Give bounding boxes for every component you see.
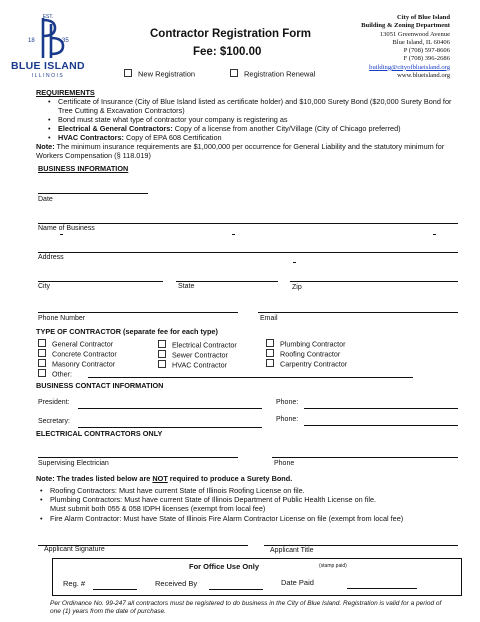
trade-exemption-subline — [50, 504, 460, 513]
trade-text: Roofing Contractors: Must have current State of Illinois Roofing License on file. — [50, 486, 305, 495]
surety-bond-note — [36, 474, 292, 483]
logo-year-right: 35 — [62, 38, 69, 44]
reg-number-field[interactable] — [93, 589, 137, 590]
address-label: Address — [38, 254, 64, 261]
business-name-label: Name of Business — [38, 225, 95, 232]
phone-number-label: Phone Number — [38, 315, 86, 322]
trade-text: Fire Alarm Contractor: Must have State of Illinois Fire Alarm Contractor License on file (exempt from local fee) — [50, 514, 404, 523]
address-citystate: Blue Island, IL 60406 — [392, 38, 450, 46]
field-mark — [433, 234, 436, 235]
option-label: Concrete Contractor — [52, 349, 117, 359]
contractor-option-roofing[interactable] — [266, 349, 340, 359]
office-use-box — [52, 558, 462, 596]
city-field[interactable] — [38, 281, 163, 282]
trade-exemption-item: • Roofing Contractors: Must have current State of Illinois Roofing License on file. — [40, 486, 305, 495]
option-label: Other: — [52, 369, 72, 379]
new-registration-label: New Registration — [138, 69, 196, 79]
requirement-item: • Certificate of Insurance (City of Blue Island listed as certificate holder) and $10,000 Surety Bond ($20,000 Surety Bond for Tree Cutting & Excavation Contractors) — [48, 97, 452, 115]
new-registration-checkbox[interactable] — [124, 69, 132, 77]
requirement-text: Bond must state what type of contractor your company is registering as — [58, 115, 288, 124]
insurance-note — [36, 142, 456, 160]
note-text: The minimum insurance requirements are $1,000,000 per occurrence for General Liability and the statutory minimum for Workers Compensation (§ 118.019) — [36, 142, 445, 161]
blue-island-emblem-icon — [8, 14, 88, 60]
email-field[interactable] — [258, 312, 458, 313]
date-paid-label: Date Paid — [281, 578, 314, 587]
address-street: 13051 Greenwood Avenue — [379, 30, 450, 38]
address-field[interactable] — [38, 252, 458, 253]
contractor-option-general[interactable] — [38, 339, 113, 349]
contractor-option-other[interactable] — [38, 369, 72, 379]
secretary-field[interactable] — [78, 427, 262, 428]
field-mark — [232, 234, 235, 235]
requirement-text: Certificate of Insurance (City of Blue Island listed as certificate holder) and $10,000 Surety Bond ($20,000 Surety Bond for Tree Cutting & Excavation Contractors) — [58, 97, 452, 115]
contractor-option-sewer[interactable] — [158, 350, 228, 360]
new-registration-option[interactable] — [124, 69, 195, 79]
note-not: NOT — [152, 474, 168, 483]
electrical-heading: ELECTRICAL CONTRACTORS ONLY — [36, 429, 163, 438]
business-contact-heading: BUSINESS CONTACT INFORMATION — [36, 381, 164, 390]
checkbox[interactable] — [38, 369, 46, 377]
applicant-title-label: Applicant Title — [270, 547, 314, 554]
checkbox[interactable] — [266, 349, 274, 357]
field-mark — [293, 262, 296, 263]
checkbox[interactable] — [158, 340, 166, 348]
note-label: Note: — [36, 142, 55, 151]
business-info-heading: BUSINESS INFORMATION — [38, 164, 129, 173]
stamp-paid-label: (stamp paid) — [319, 563, 347, 569]
business-name-field[interactable] — [38, 223, 458, 224]
date-field[interactable] — [38, 193, 148, 194]
ordinance-footer: Per Ordinance No. 99-247 all contractors must be registered to do business in the City of Blue Island. Registration is valid for a period of one (1) years from the date of purchase. — [50, 600, 442, 615]
received-by-label: Received By — [155, 579, 198, 588]
contractor-option-carpentry[interactable] — [266, 359, 347, 369]
address-fax: F (708) 396-2686 — [403, 55, 450, 63]
checkbox[interactable] — [38, 359, 46, 367]
president-phone-label: Phone: — [276, 399, 299, 406]
form-fee: Fee: $100.00 — [193, 46, 262, 58]
city-logo — [8, 14, 88, 84]
requirements-heading: REQUIREMENTS — [36, 88, 95, 97]
requirement-text: Copy of EPA 608 Certification — [123, 133, 222, 142]
state-field[interactable] — [176, 281, 278, 282]
option-label: Carpentry Contractor — [280, 359, 348, 369]
department-address — [310, 14, 450, 80]
option-label: Sewer Contractor — [172, 350, 228, 360]
checkbox[interactable] — [38, 349, 46, 357]
date-paid-field[interactable] — [347, 588, 417, 589]
option-label: HVAC Contractor — [172, 360, 227, 370]
requirement-item: • Bond must state what type of contractor your company is registering as — [48, 115, 288, 124]
logo-name: BLUE ISLAND — [11, 60, 85, 72]
option-label: Roofing Contractor — [280, 349, 341, 359]
address-city: City of Blue Island — [397, 14, 450, 21]
reg-number-label: Reg. # — [63, 579, 86, 588]
renewal-checkbox[interactable] — [230, 69, 238, 77]
electrician-phone-field[interactable] — [272, 457, 458, 458]
option-label: Masonry Contractor — [52, 359, 116, 369]
checkbox[interactable] — [158, 350, 166, 358]
option-label: Plumbing Contractor — [280, 339, 346, 349]
secretary-phone-field[interactable] — [304, 425, 458, 426]
contractor-type-heading: TYPE OF CONTRACTOR (separate fee for each type) — [36, 327, 218, 336]
city-label: City — [38, 283, 51, 290]
contractor-option-plumbing[interactable] — [266, 339, 346, 349]
secretary-phone-label: Phone: — [276, 416, 299, 423]
president-field[interactable] — [78, 408, 262, 409]
logo-year-left: 18 — [28, 38, 35, 44]
contractor-option-hvac[interactable] — [158, 360, 227, 370]
renewal-option[interactable] — [230, 69, 315, 79]
secretary-label: Secretary: — [38, 418, 70, 425]
field-mark — [60, 234, 63, 235]
checkbox[interactable] — [38, 339, 46, 347]
checkbox[interactable] — [266, 359, 274, 367]
received-by-field[interactable] — [209, 589, 263, 590]
checkbox[interactable] — [158, 360, 166, 368]
trade-text: Must submit both 055 & 058 IDPH licenses (exempt from local fee) — [50, 504, 266, 513]
president-phone-field[interactable] — [304, 408, 458, 409]
office-use-title: For Office Use Only — [189, 562, 260, 571]
phone-number-field[interactable] — [38, 312, 238, 313]
trade-exemption-item: • Plumbing Contractors: Must have current State of Illinois Department of Public Health License on file. — [40, 495, 377, 504]
address-phone: P (708) 597-8606 — [403, 47, 450, 55]
trade-exemption-item: • Fire Alarm Contractor: Must have State of Illinois Fire Alarm Contractor License on file (exempt from local fee) — [40, 514, 404, 523]
note-prefix: Note: The trades listed below are — [36, 474, 153, 483]
contractor-option-masonry[interactable] — [38, 359, 115, 369]
supervising-electrician-field[interactable] — [38, 457, 238, 458]
form-title: Contractor Registration Form — [150, 28, 312, 40]
electrician-phone-label: Phone — [274, 460, 295, 467]
date-label: Date — [38, 196, 53, 203]
address-email-link[interactable]: building@cityofblueisland.org — [369, 63, 450, 71]
other-contractor-field[interactable] — [88, 377, 413, 378]
address-dept: Building & Zoning Department — [361, 22, 450, 30]
trade-text: Plumbing Contractors: Must have current State of Illinois Department of Public Health License on file. — [50, 495, 377, 504]
requirement-item: • HVAC Contractors: Copy of EPA 608 Certification — [48, 133, 222, 142]
option-label: Electrical Contractor — [172, 340, 237, 350]
logo-est: EST. — [42, 14, 54, 20]
requirement-bold: HVAC Contractors: — [58, 133, 124, 142]
requirement-item: • Electrical & General Contractors: Copy of a license from another City/Village (City of Chicago preferred) — [48, 124, 401, 133]
state-label: State — [178, 283, 195, 290]
supervising-electrician-label: Supervising Electrician — [38, 460, 109, 467]
contractor-option-electrical[interactable] — [158, 340, 237, 350]
option-label: General Contractor — [52, 339, 114, 349]
zip-label: Zip — [292, 284, 302, 291]
president-label: President: — [38, 399, 70, 406]
zip-field[interactable] — [290, 281, 458, 282]
requirement-bold: Electrical & General Contractors: — [58, 124, 173, 133]
logo-state: ILLINOIS — [31, 73, 65, 79]
email-label: Email — [260, 315, 278, 322]
note-suffix: required to produce a Surety Bond. — [167, 474, 293, 483]
applicant-title-field[interactable] — [264, 545, 458, 546]
renewal-label: Registration Renewal — [244, 69, 316, 79]
requirement-text: Copy of a license from another City/Village (City of Chicago preferred) — [172, 124, 401, 133]
applicant-signature-label: Applicant Signature — [44, 546, 105, 553]
address-website: www.blueisland.org — [397, 72, 450, 80]
checkbox[interactable] — [266, 339, 274, 347]
contractor-option-concrete[interactable] — [38, 349, 117, 359]
